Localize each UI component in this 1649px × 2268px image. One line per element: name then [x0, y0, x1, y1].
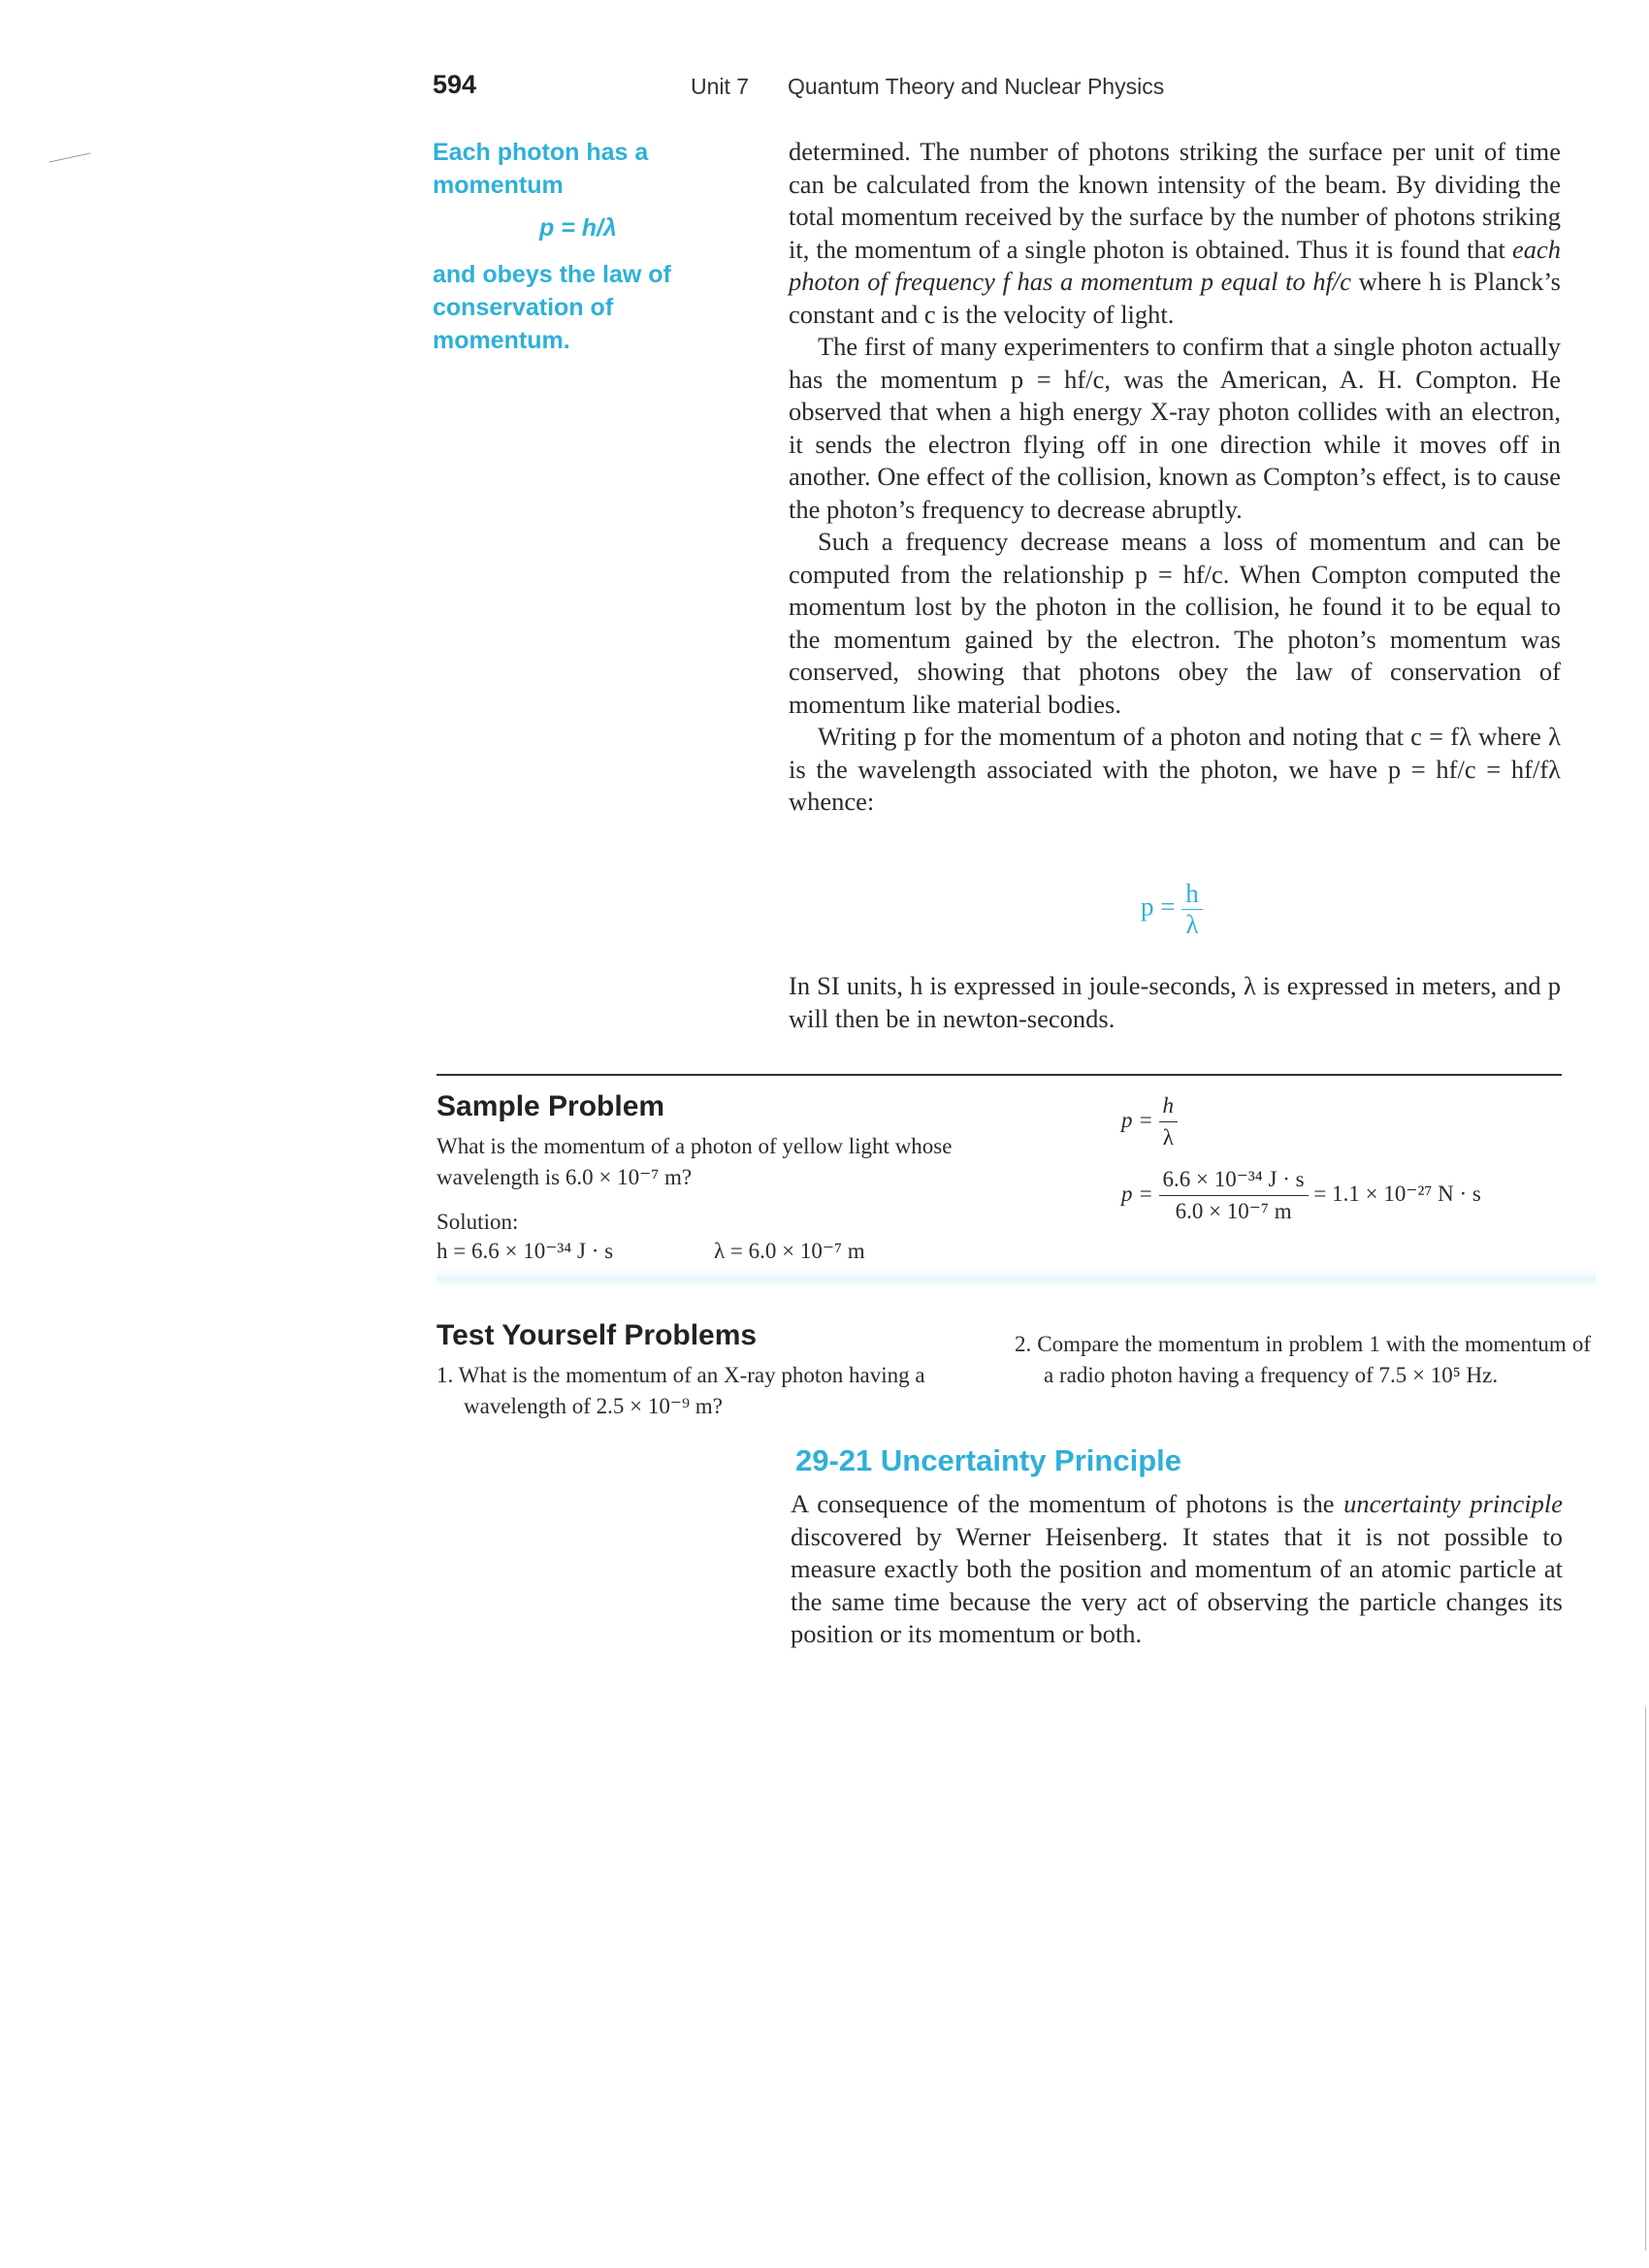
sample-eq1-fraction	[1159, 1090, 1179, 1153]
paragraph-2: The first of many experimenters to confirm that a single photon actually has the momentum p = hf/c, was the American, A. H. Compton. He observed that when a high energy X-ray photon collides with an electron, it sends the electron flying off in one direction while it moves off in another. One effect of the collision, known as Compton’s effect, is to cause the photon’s frequency to decrease abruptly.	[789, 332, 1561, 524]
test-problem-1: 1. What is the momentum of an X-ray photon having a wavelength of 2.5 × 10⁻⁹ m?	[436, 1363, 925, 1418]
scan-mark	[48, 152, 90, 162]
sample-eq2-lhs: p =	[1121, 1181, 1153, 1206]
main-equation-lhs: p =	[1141, 891, 1176, 922]
sample-problem-title: Sample Problem	[436, 1090, 665, 1122]
main-equation-fraction	[1181, 879, 1203, 940]
given-lambda: λ = 6.0 × 10⁻⁷ m	[714, 1239, 865, 1263]
margin-note-line1: Each photon has a momentum	[433, 139, 649, 199]
right-edge-line	[1645, 1707, 1646, 2251]
test-yourself-title: Test Yourself Problems	[436, 1319, 758, 1351]
sample-eq2-denominator: 6.0 × 10⁻⁷ m	[1175, 1199, 1292, 1223]
margin-note-formula: p = h/λ	[539, 214, 617, 242]
section-title: 29-21 Uncertainty Principle	[795, 1443, 1181, 1477]
unit-title: Quantum Theory and Nuclear Physics	[788, 74, 1165, 99]
margin-note-line2: and obeys the law of conservation of momentum.	[433, 261, 671, 354]
paragraph-3: Such a frequency decrease means a loss of momentum and can be computed from the relationship p = hf/c. When Compton computed the momentum lost by the photon in the collision, he found it to be equal to the momentum gained by the electron. The photon’s momentum was conserved, showing that photons obey the law of conservation of momentum like material bodies.	[789, 527, 1561, 719]
margin-note	[433, 136, 714, 357]
sample-divider	[436, 1074, 1562, 1076]
main-text	[789, 136, 1561, 819]
sample-eq2-fraction	[1159, 1164, 1309, 1227]
given-h: h = 6.6 × 10⁻³⁴ J · s	[436, 1239, 614, 1263]
sample-equation-1	[1121, 1090, 1178, 1153]
section-text: A consequence of the momentum of photons is the uncertainty principle discovered by Werner Heisenberg. It states that it is not possible to measure exactly both the position and momentum of an atomic particle at the same time because the very act of observing the particle changes its position or its momentum or both.	[791, 1489, 1563, 1648]
page-number: 594	[433, 70, 477, 99]
sample-box-tint	[436, 1269, 1596, 1288]
main-equation-numerator: h	[1181, 879, 1203, 910]
sample-eq2-numerator: 6.6 × 10⁻³⁴ J · s	[1159, 1164, 1309, 1196]
unit-label: Unit 7	[691, 74, 750, 99]
sample-eq1-denominator: λ	[1162, 1125, 1174, 1150]
sample-equation-2	[1121, 1164, 1481, 1227]
paragraph-4: Writing p for the momentum of a photon and noting that c = fλ where λ is the wavelength associated with the photon, we have p = hf/c = hf/fλ whence:	[789, 722, 1561, 816]
sample-eq2-result: = 1.1 × 10⁻²⁷ N · s	[1313, 1181, 1481, 1206]
solution-label: Solution:	[436, 1210, 519, 1234]
sample-eq1-lhs: p =	[1121, 1107, 1153, 1132]
test-problem-2: 2. Compare the momentum in problem 1 with the momentum of a radio photon having a frequency of 7.5 × 10⁵ Hz.	[1015, 1332, 1591, 1387]
main-equation	[1141, 879, 1203, 940]
paragraph-5: In SI units, h is expressed in joule-seconds, λ is expressed in meters, and p will then be in newton-seconds.	[789, 971, 1561, 1033]
main-equation-denominator: λ	[1185, 910, 1199, 939]
paragraph-1: determined. The number of photons striking the surface per unit of time can be calculated from the known intensity of the beam. By dividing the total momentum received by the surface by the number of photons striking it, the momentum of a single photon is obtained. Thus it is found that each photon of frequency f has a momentum p equal to hf/c where h is Planck’s constant and c is the velocity of light.	[789, 137, 1561, 329]
sample-problem-question: What is the momentum of a photon of yellow light whose wavelength is 6.0 × 10⁻⁷ m?	[436, 1134, 953, 1189]
sample-eq1-numerator: h	[1159, 1090, 1179, 1122]
